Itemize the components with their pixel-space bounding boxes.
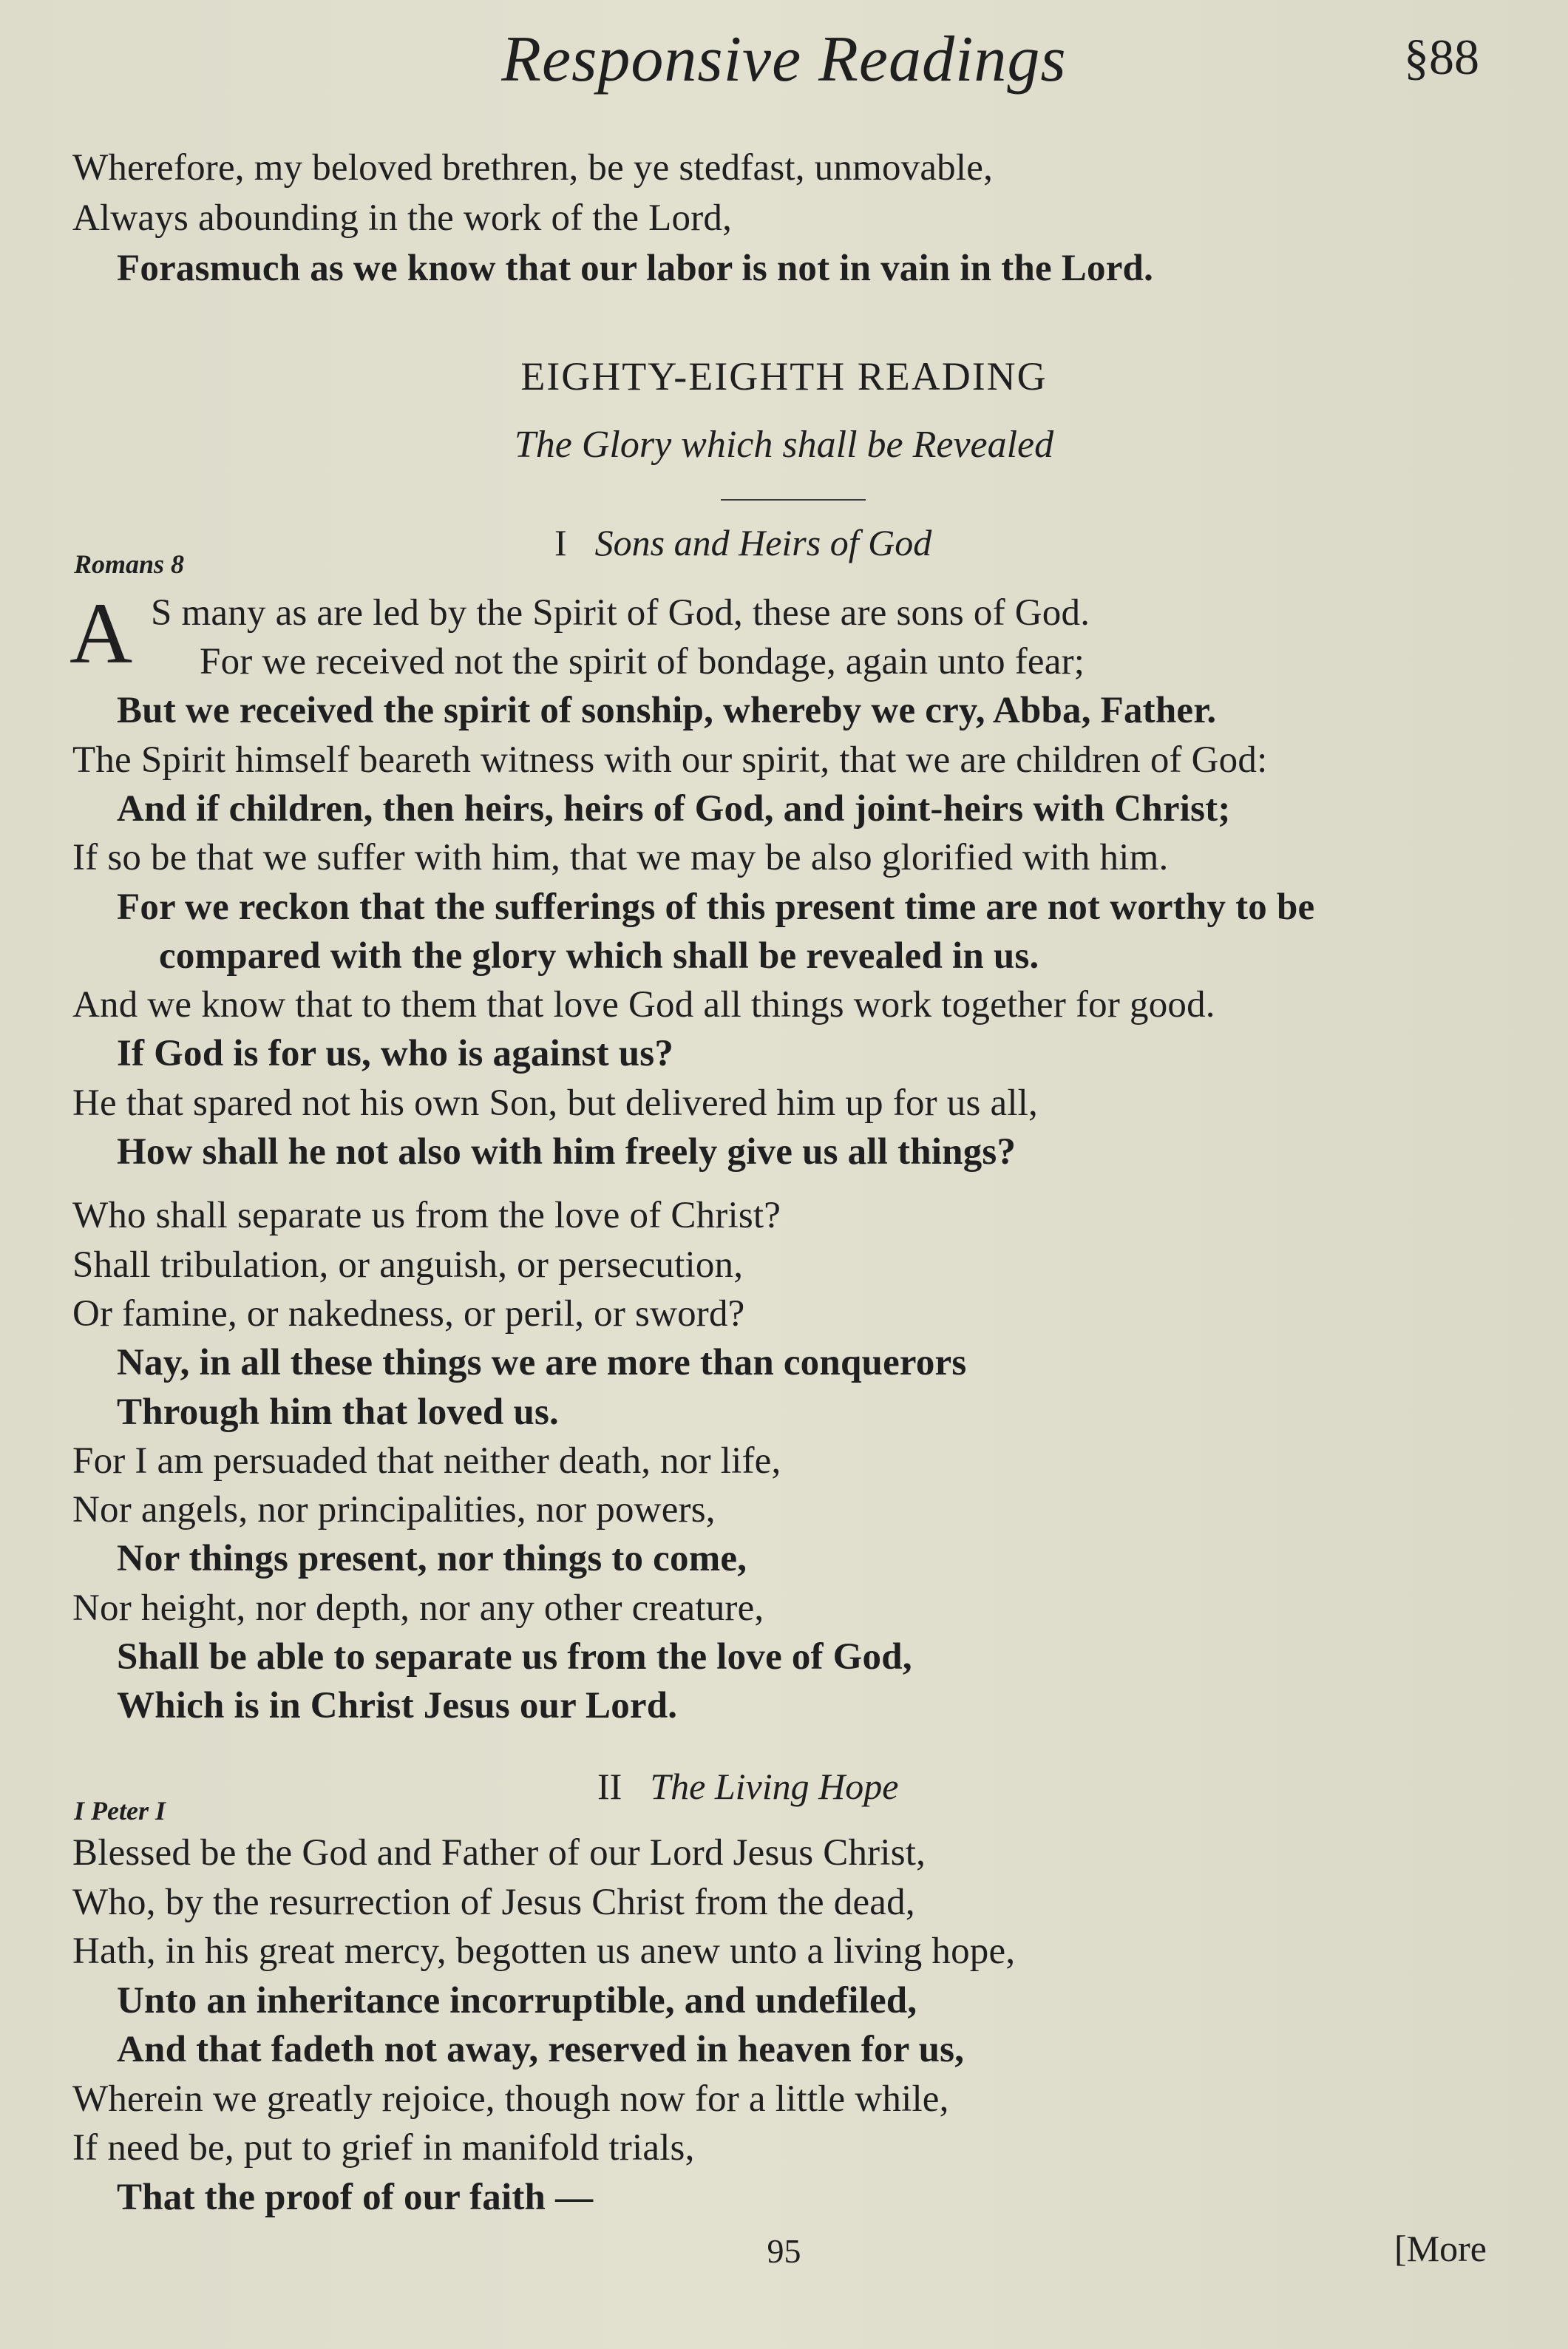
verse-line: Nor angels, nor principalities, nor powers, bbox=[72, 1489, 716, 1531]
section-number: §88 bbox=[1404, 29, 1479, 85]
part-1-numeral: I bbox=[554, 522, 567, 563]
part-2-title: The Living Hope bbox=[650, 1766, 899, 1807]
verse-line: compared with the glory which shall be revealed in us. bbox=[159, 935, 1039, 977]
running-title: Responsive Readings bbox=[501, 24, 1067, 95]
verse-line: Blessed be the God and Father of our Lord Jesus Christ, bbox=[72, 1832, 926, 1874]
part-2-heading bbox=[597, 1765, 898, 1808]
verse-line: Unto an inheritance incorruptible, and undefiled, bbox=[117, 1979, 917, 2021]
reading-heading: EIGHTY-EIGHTH READING bbox=[520, 354, 1048, 399]
verse-line: Nor things present, nor things to come, bbox=[117, 1538, 747, 1580]
verse-line: The Spirit himself beareth witness with our spirit, that we are children of God: bbox=[72, 739, 1268, 781]
verse-line: Hath, in his great mercy, begotten us anew unto a living hope, bbox=[72, 1931, 1016, 1972]
part-2-numeral: II bbox=[597, 1766, 622, 1807]
page-number: 95 bbox=[767, 2232, 801, 2270]
verse-line: Shall tribulation, or anguish, or persecution, bbox=[72, 1244, 744, 1286]
verse-line: Through him that loved us. bbox=[117, 1391, 560, 1433]
verse-line: For we reckon that the sufferings of this present time are not worthy to be bbox=[117, 886, 1315, 928]
verse-line: Wherein we greatly rejoice, though now for a little while, bbox=[72, 2078, 949, 2120]
part-1-first-line: S many as are led by the Spirit of God, these are sons of God. bbox=[151, 592, 1090, 634]
verse-line: Nay, in all these things we are more than conquerors bbox=[117, 1342, 967, 1384]
verse-line: That the proof of our faith — bbox=[117, 2176, 594, 2218]
verse-line: And if children, then heirs, heirs of God, and joint-heirs with Christ; bbox=[117, 787, 1231, 830]
verse-line: Which is in Christ Jesus our Lord. bbox=[117, 1685, 678, 1727]
part-1-reference: Romans 8 bbox=[74, 549, 185, 579]
verse-line: And we know that to them that love God all things work together for good. bbox=[72, 984, 1215, 1026]
divider-rule bbox=[721, 499, 866, 501]
verse-line: Wherefore, my beloved brethren, be ye stedfast, unmovable, bbox=[72, 147, 994, 189]
part-2-reference: I Peter I bbox=[74, 1796, 166, 1826]
continuation-note: [More bbox=[1394, 2228, 1487, 2269]
part-1-heading bbox=[554, 521, 931, 564]
verse-line: But we received the spirit of sonship, whereby we cry, Abba, Father. bbox=[117, 690, 1217, 732]
verse-line: Forasmuch as we know that our labor is not in vain in the Lord. bbox=[117, 248, 1154, 289]
verse-line: How shall he not also with him freely give us all things? bbox=[117, 1131, 1017, 1173]
verse-line: Always abounding in the work of the Lord, bbox=[72, 197, 733, 239]
drop-cap: A bbox=[69, 585, 133, 682]
verse-line: If God is for us, who is against us? bbox=[117, 1033, 674, 1075]
verse-line: Nor height, nor depth, nor any other creature, bbox=[72, 1587, 764, 1629]
part-1-title: Sons and Heirs of God bbox=[594, 522, 932, 563]
verse-line: If so be that we suffer with him, that we may be also glorified with him. bbox=[72, 837, 1169, 879]
verse-line: If need be, put to grief in manifold trials, bbox=[72, 2127, 695, 2169]
verse-line: Who, by the resurrection of Jesus Christ from the dead, bbox=[72, 1881, 915, 1923]
verse-line: Shall be able to separate us from the love of God, bbox=[117, 1636, 912, 1678]
verse-line: Or famine, or nakedness, or peril, or sword? bbox=[72, 1292, 745, 1335]
verse-line: Who shall separate us from the love of Christ? bbox=[72, 1195, 781, 1237]
verse-line: For we received not the spirit of bondage, again unto fear; bbox=[200, 641, 1085, 682]
verse-line: And that fadeth not away, reserved in heaven for us, bbox=[117, 2029, 965, 2070]
verse-line: He that spared not his own Son, but delivered him up for us all, bbox=[72, 1082, 1039, 1124]
verse-line: For I am persuaded that neither death, nor life, bbox=[72, 1440, 781, 1482]
reading-subtitle: The Glory which shall be Revealed bbox=[514, 424, 1054, 466]
